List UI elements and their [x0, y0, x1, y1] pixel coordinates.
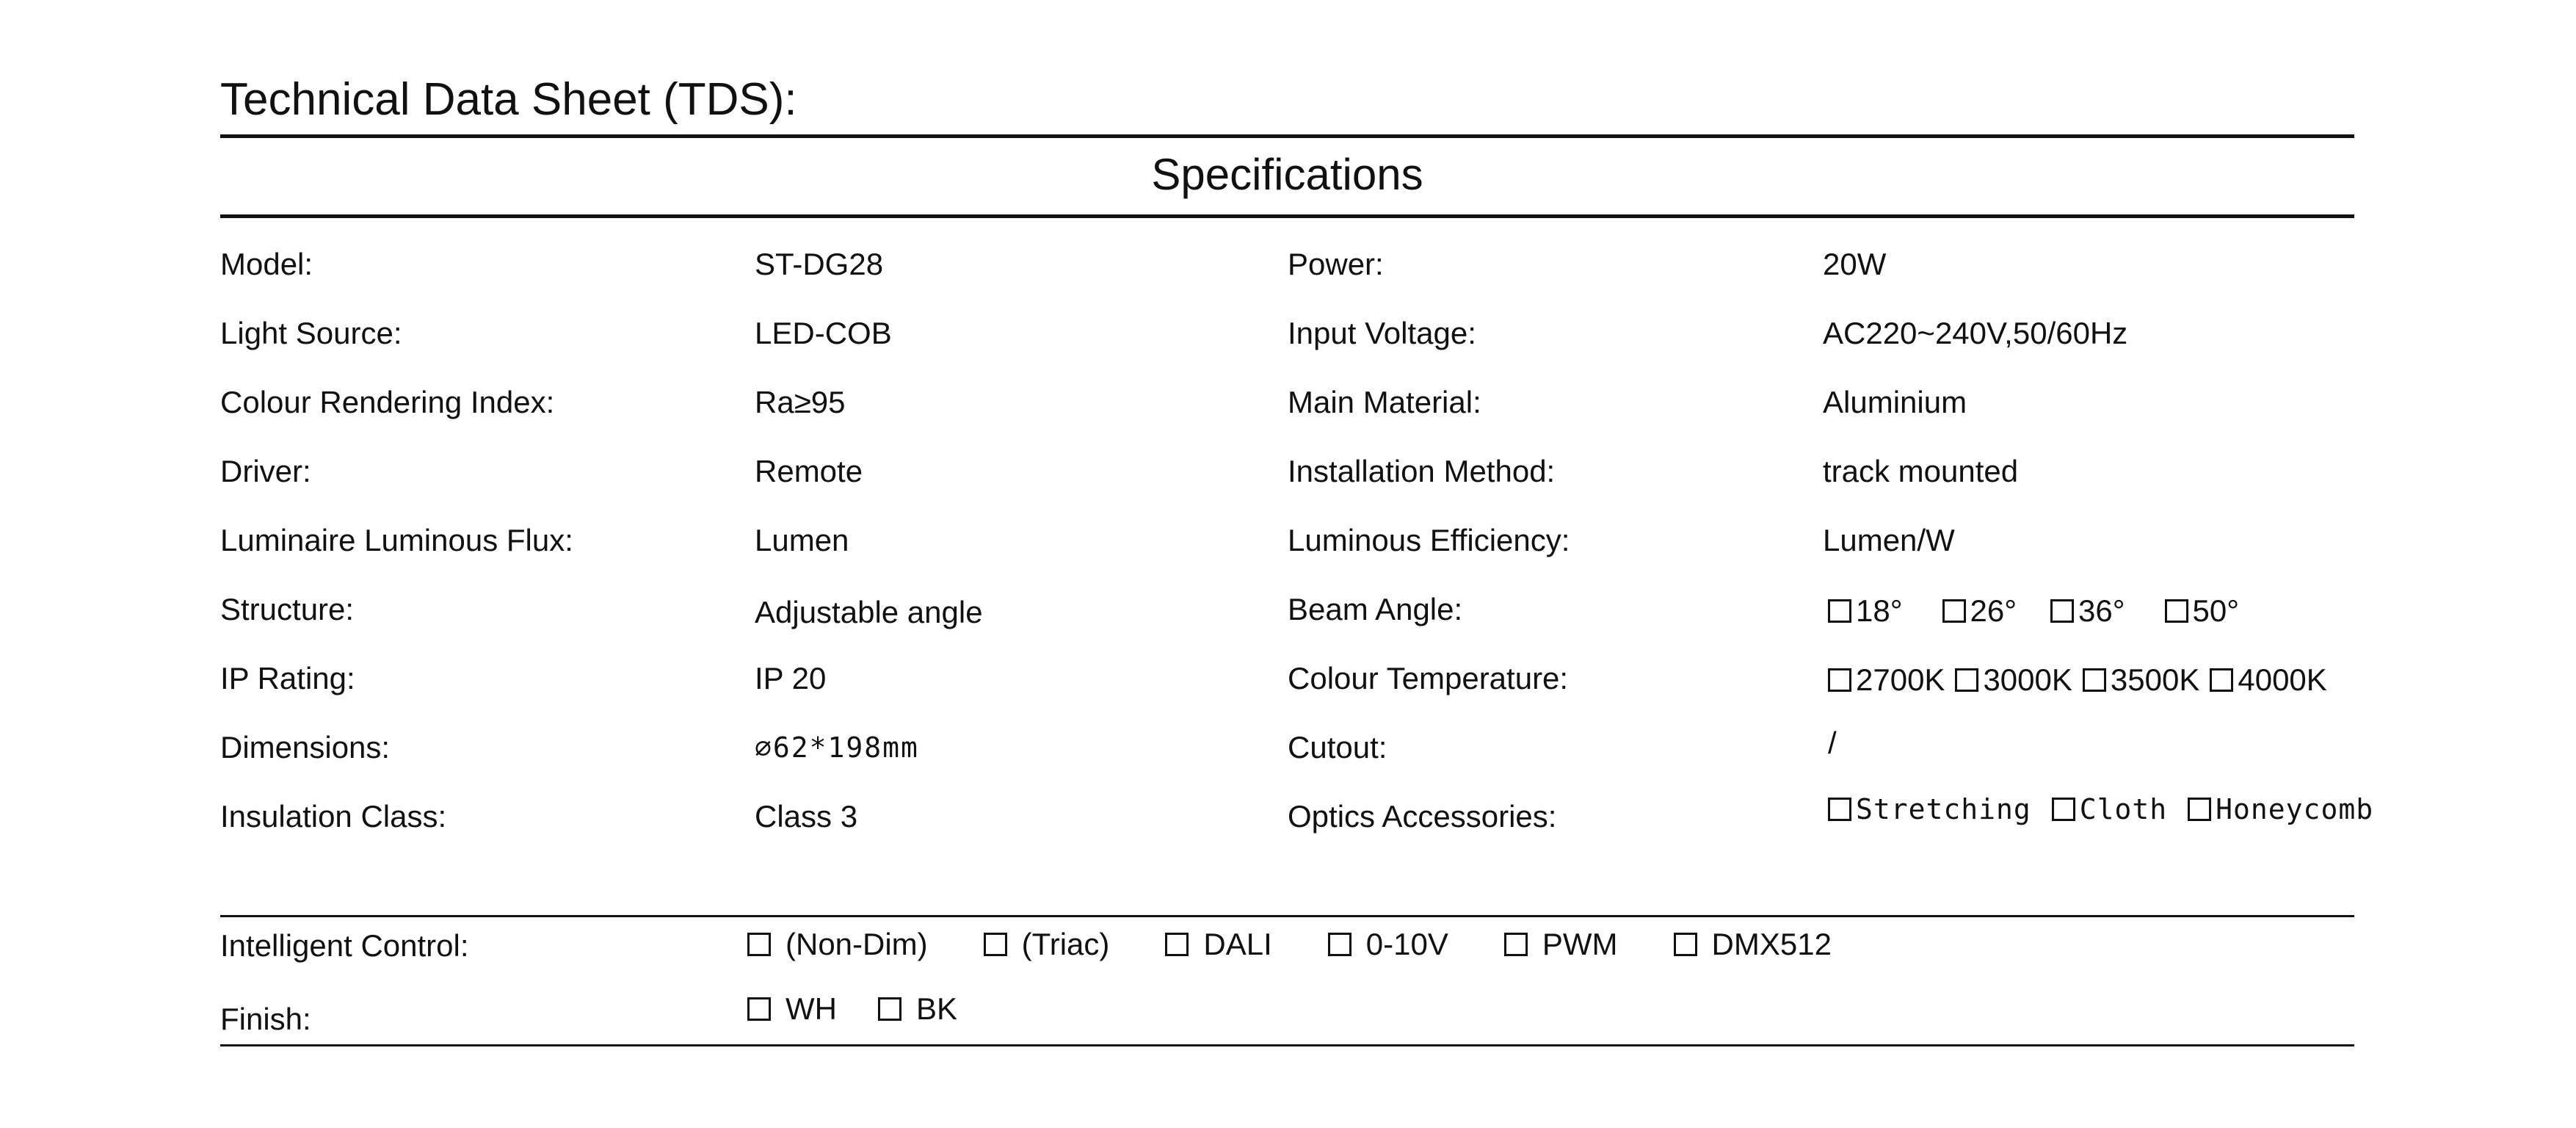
checkbox-icon[interactable] — [984, 933, 1007, 956]
checkbox-icon[interactable] — [2165, 599, 2188, 623]
checkbox-icon[interactable] — [2050, 599, 2074, 623]
checkbox-icon[interactable] — [878, 997, 901, 1021]
installation-method-value: track mounted — [1823, 454, 2019, 488]
insulation-class-label: Insulation Class: — [220, 799, 447, 834]
controls-bottom-divider — [220, 1044, 2354, 1046]
dimensions-value: ∅62*198mm — [755, 731, 919, 764]
checkbox-icon[interactable] — [2210, 668, 2233, 692]
intelligent-control-option[interactable] — [1328, 924, 1448, 965]
colour-temperature-option-label: 4000K — [2238, 662, 2327, 697]
luminous-efficiency-label: Luminous Efficiency: — [1288, 523, 1570, 557]
intelligent-control-option-label: (Non-Dim) — [786, 927, 928, 961]
checkbox-icon[interactable] — [1165, 933, 1189, 956]
finish-option-label: BK — [915, 991, 958, 1026]
intelligent-control-option[interactable] — [747, 924, 928, 965]
intelligent-control-option-label: DALI — [1203, 927, 1272, 961]
input-voltage-value: AC220~240V,50/60Hz — [1823, 316, 2128, 350]
colour-temperature-option-label: 3500K — [2110, 662, 2200, 697]
intelligent-control-option-label: PWM — [1542, 927, 1618, 961]
model-label: Model: — [220, 247, 313, 281]
intelligent-control-option[interactable] — [1504, 924, 1618, 965]
optics-accessory-option-label: Cloth — [2079, 793, 2168, 825]
driver-label: Driver: — [220, 454, 311, 488]
optics-accessory-option-label: Stretching — [1856, 793, 2031, 825]
structure-label: Structure: — [220, 592, 355, 626]
ip-rating-value: IP 20 — [755, 661, 827, 695]
intelligent-control-option[interactable] — [984, 924, 1110, 965]
power-label: Power: — [1288, 247, 1384, 281]
installation-method-label: Installation Method: — [1288, 454, 1556, 488]
structure-value: Adjustable angle — [755, 595, 983, 629]
beam-angle-option-label: 36° — [2078, 593, 2125, 628]
beam-angle-label: Beam Angle: — [1288, 592, 1463, 626]
cri-label: Colour Rendering Index: — [220, 385, 555, 419]
colour-temperature-option[interactable] — [1828, 659, 1945, 701]
ip-rating-label: IP Rating: — [220, 661, 355, 695]
optics-accessory-option-label: Honeycomb — [2216, 793, 2374, 825]
colour-temperature-label: Colour Temperature: — [1288, 661, 1569, 695]
section-heading: Specifications — [1151, 150, 1423, 199]
checkbox-icon[interactable] — [1504, 933, 1528, 956]
checkbox-icon[interactable] — [1674, 933, 1697, 956]
dimensions-label: Dimensions: — [220, 730, 391, 764]
luminous-flux-label: Luminaire Luminous Flux: — [220, 523, 573, 557]
finish-option[interactable] — [878, 988, 957, 1030]
optics-accessory-option[interactable] — [1828, 789, 2031, 830]
finish-options — [747, 988, 957, 1030]
checkbox-icon[interactable] — [1328, 933, 1352, 956]
checkbox-icon[interactable] — [1828, 668, 1851, 692]
beam-angle-option[interactable] — [2050, 590, 2125, 632]
checkbox-icon[interactable] — [1828, 798, 1851, 821]
intelligent-control-label: Intelligent Control: — [220, 928, 469, 963]
beam-angle-option-label: 50° — [2192, 593, 2240, 628]
finish-option-label: WH — [786, 991, 837, 1026]
document-title: Technical Data Sheet (TDS): — [220, 74, 797, 125]
insulation-class-value: Class 3 — [755, 799, 858, 834]
intelligent-control-option-label: DMX512 — [1711, 927, 1832, 961]
luminous-flux-value: Lumen — [755, 523, 849, 557]
colour-temperature-options — [1828, 659, 2327, 701]
checkbox-icon[interactable] — [1828, 599, 1851, 623]
checkbox-icon[interactable] — [2052, 798, 2075, 821]
driver-value: Remote — [755, 454, 863, 488]
finish-option[interactable] — [747, 988, 837, 1030]
checkbox-icon[interactable] — [2188, 798, 2211, 821]
checkbox-icon[interactable] — [1942, 599, 1966, 623]
intelligent-control-option-label: 0-10V — [1365, 927, 1448, 961]
intelligent-control-option-label: (Triac) — [1021, 927, 1110, 961]
cri-value: Ra≥95 — [755, 385, 846, 419]
colour-temperature-option-label: 2700K — [1856, 662, 1945, 697]
intelligent-control-options — [747, 924, 1832, 965]
title-divider — [220, 134, 2354, 138]
light-source-value: LED-COB — [755, 316, 892, 350]
intelligent-control-option[interactable] — [1674, 924, 1832, 965]
checkbox-icon[interactable] — [2083, 668, 2106, 692]
input-voltage-label: Input Voltage: — [1288, 316, 1476, 350]
optics-accessory-option[interactable] — [2052, 789, 2167, 830]
finish-label: Finish: — [220, 1002, 311, 1036]
luminous-efficiency-value: Lumen/W — [1823, 523, 1955, 557]
beam-angle-option-label: 18° — [1856, 593, 1903, 628]
heading-divider — [220, 214, 2354, 218]
cutout-label: Cutout: — [1288, 730, 1387, 764]
colour-temperature-option[interactable] — [2210, 659, 2326, 701]
colour-temperature-option-label: 3000K — [1983, 662, 2072, 697]
controls-top-divider — [220, 915, 2354, 917]
checkbox-icon[interactable] — [1955, 668, 1978, 692]
checkbox-icon[interactable] — [747, 997, 771, 1021]
colour-temperature-option[interactable] — [1955, 659, 2072, 701]
optics-accessory-option[interactable] — [2188, 789, 2373, 830]
beam-angle-option[interactable] — [2165, 590, 2240, 632]
beam-angle-option[interactable] — [1942, 590, 2017, 632]
light-source-label: Light Source: — [220, 316, 402, 350]
optics-accessories-options — [1828, 789, 2373, 830]
checkbox-icon[interactable] — [747, 933, 771, 956]
main-material-label: Main Material: — [1288, 385, 1481, 419]
beam-angle-options — [1828, 590, 2239, 632]
intelligent-control-option[interactable] — [1165, 924, 1271, 965]
optics-accessories-label: Optics Accessories: — [1288, 799, 1557, 834]
beam-angle-option-label: 26° — [1970, 593, 2017, 628]
cutout-value: / — [1828, 726, 1837, 760]
power-value: 20W — [1823, 247, 1887, 281]
model-value: ST-DG28 — [755, 247, 884, 281]
main-material-value: Aluminium — [1823, 385, 1967, 419]
colour-temperature-option[interactable] — [2083, 659, 2199, 701]
beam-angle-option[interactable] — [1828, 590, 1903, 632]
